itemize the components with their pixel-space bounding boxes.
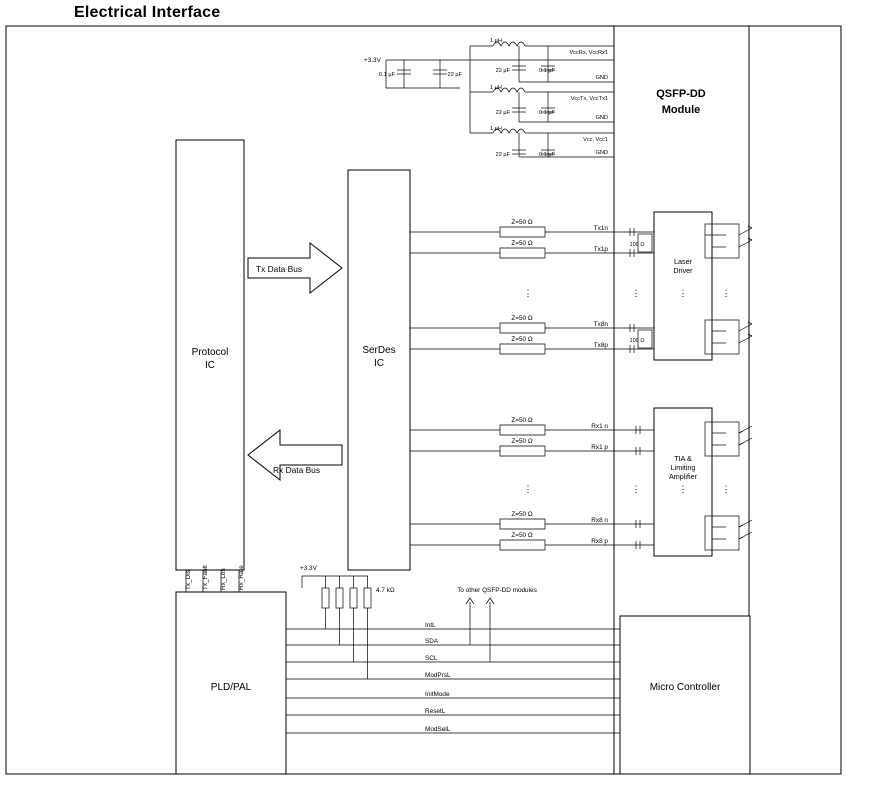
tx1p-trace-body xyxy=(500,248,545,258)
tia-ellipsis: ⋮ xyxy=(678,484,688,494)
rx8p-trace-body xyxy=(500,540,545,550)
tia-label-line2: Limiting xyxy=(670,463,696,472)
tx8p-trace-body xyxy=(500,344,545,354)
rx-los-label: Rx_Los xyxy=(220,568,227,590)
tia-label-line3: Amplifier xyxy=(669,472,697,481)
inductor-3-label: 1 µH xyxy=(490,126,502,132)
tx1n-trace-body xyxy=(500,227,545,237)
tia-label-line1: TIA & xyxy=(674,454,692,463)
row2-gnd-label: GND xyxy=(595,115,608,121)
rx-optics-ellipsis: ⋮ xyxy=(721,484,731,494)
qsfp-dd-module-label-line2: Module xyxy=(661,104,701,116)
row1-cap-right-label: 0.1 µF xyxy=(539,68,555,74)
rail-label-2: VccTx, VccTx1 xyxy=(570,96,608,102)
pullup-resistor-2 xyxy=(336,588,343,608)
rx-rate-label: Rx_Rate xyxy=(238,565,245,590)
protocol-ic-label-line1: Protocol xyxy=(191,347,229,358)
row3-cap-right-label: 0.1 µF xyxy=(539,152,555,158)
rx8n-trace-body xyxy=(500,519,545,529)
modsell-label: ModSelL xyxy=(425,726,451,733)
rx-lane-ellipsis: ⋮ xyxy=(523,484,533,494)
serdes-ic-label-line1: SerDes xyxy=(362,345,396,356)
row2-cap-left-label: 22 µF xyxy=(495,110,510,116)
tx8p-signal-label: Tx8p xyxy=(593,342,608,349)
intl-label: IntL xyxy=(425,622,436,629)
rx1n-trace-body xyxy=(500,425,545,435)
tx8-termination-label: 100 Ω xyxy=(629,338,645,344)
laser-driver-box xyxy=(654,212,712,360)
row2-cap-right-label: 0.1 µF xyxy=(539,110,555,116)
rx1p-trace-body xyxy=(500,446,545,456)
other-modules-note: To other QSFP-DD modules xyxy=(457,587,537,594)
laser-driver-label-line2: Driver xyxy=(673,266,693,275)
rail-label-1: VccRx, VccRx1 xyxy=(569,50,608,56)
rx1p-impedance-label: Z=50 Ω xyxy=(511,438,533,445)
rx1n-impedance-label: Z=50 Ω xyxy=(511,417,533,424)
resetl-label: ResetL xyxy=(425,708,446,715)
tx8n-signal-label: Tx8n xyxy=(593,321,608,328)
qsfp-dd-module-label-line1: QSFP-DD xyxy=(656,88,706,100)
sda-label: SDA xyxy=(425,638,439,645)
micro-controller-box xyxy=(620,616,750,774)
input-cap1-label: 0.1 µF xyxy=(379,72,395,78)
micro-controller-label: Micro Controller xyxy=(649,682,721,693)
inductor-2-label: 1 µH xyxy=(490,85,502,91)
rail-label-3: Vcc, Vcc1 xyxy=(583,137,608,143)
row1-gnd-label: GND xyxy=(595,75,608,81)
rx8n-signal-label: Rx8 n xyxy=(591,517,608,524)
rx1n-signal-label: Rx1 n xyxy=(591,423,608,430)
tx8n-impedance-label: Z=50 Ω xyxy=(511,315,533,322)
tx1n-signal-label: Tx1n xyxy=(593,225,608,232)
rx1p-signal-label: Rx1 p xyxy=(591,444,608,451)
tx-fault-label: Tx_Fault xyxy=(202,565,209,590)
rx-data-bus-label: Rx Data Bus xyxy=(273,465,321,475)
input-cap2-label: 22 µF xyxy=(447,72,462,78)
laser-driver-label-line1: Laser xyxy=(674,257,692,266)
inductor-1-label: 1 µH xyxy=(490,38,502,44)
row3-cap-left-label: 22 µF xyxy=(495,152,510,158)
pullup-resistor-4 xyxy=(364,588,371,608)
row1-cap-left-label: 22 µF xyxy=(495,68,510,74)
initmode-label: InitMode xyxy=(425,691,450,698)
power-supply-label: +3.3V xyxy=(364,57,381,64)
rx8p-signal-label: Rx8 p xyxy=(591,538,608,545)
serdes-ic-box xyxy=(348,170,410,570)
tx-lane-ellipsis: ⋮ xyxy=(523,288,533,298)
rx-cap-ellipsis: ⋮ xyxy=(631,484,641,494)
tx-optics-ellipsis: ⋮ xyxy=(721,288,731,298)
pld-pal-label: PLD/PAL xyxy=(210,682,252,693)
laser-driver-ellipsis: ⋮ xyxy=(678,288,688,298)
pullup-resistor-1 xyxy=(322,588,329,608)
modprsl-label: ModPrsL xyxy=(425,672,451,679)
tx1p-impedance-label: Z=50 Ω xyxy=(511,240,533,247)
serdes-ic-label-line2: IC xyxy=(374,358,384,369)
tx8n-trace-body xyxy=(500,323,545,333)
tx1-termination-label: 100 Ω xyxy=(629,242,645,248)
tx8p-impedance-label: Z=50 Ω xyxy=(511,336,533,343)
tx-term-ellipsis: ⋮ xyxy=(631,288,641,298)
tia-limiting-amplifier-box xyxy=(654,408,712,556)
rx8n-impedance-label: Z=50 Ω xyxy=(511,511,533,518)
row3-gnd-label: GND xyxy=(595,150,608,156)
rx8p-impedance-label: Z=50 Ω xyxy=(511,532,533,539)
pullup-resistor-3 xyxy=(350,588,357,608)
tx1p-signal-label: Tx1p xyxy=(593,246,608,253)
tx-dis-label: Tx_Dis xyxy=(185,570,192,590)
control-supply-label: +3.3V xyxy=(300,565,317,572)
tx1n-impedance-label: Z=50 Ω xyxy=(511,219,533,226)
scl-label: SCL xyxy=(425,655,438,662)
tx-data-bus-label: Tx Data Bus xyxy=(256,264,303,274)
pullup-value-label: 4.7 kΩ xyxy=(376,587,395,594)
page-title: Electrical Interface xyxy=(74,4,221,21)
protocol-ic-label-line2: IC xyxy=(205,360,215,371)
